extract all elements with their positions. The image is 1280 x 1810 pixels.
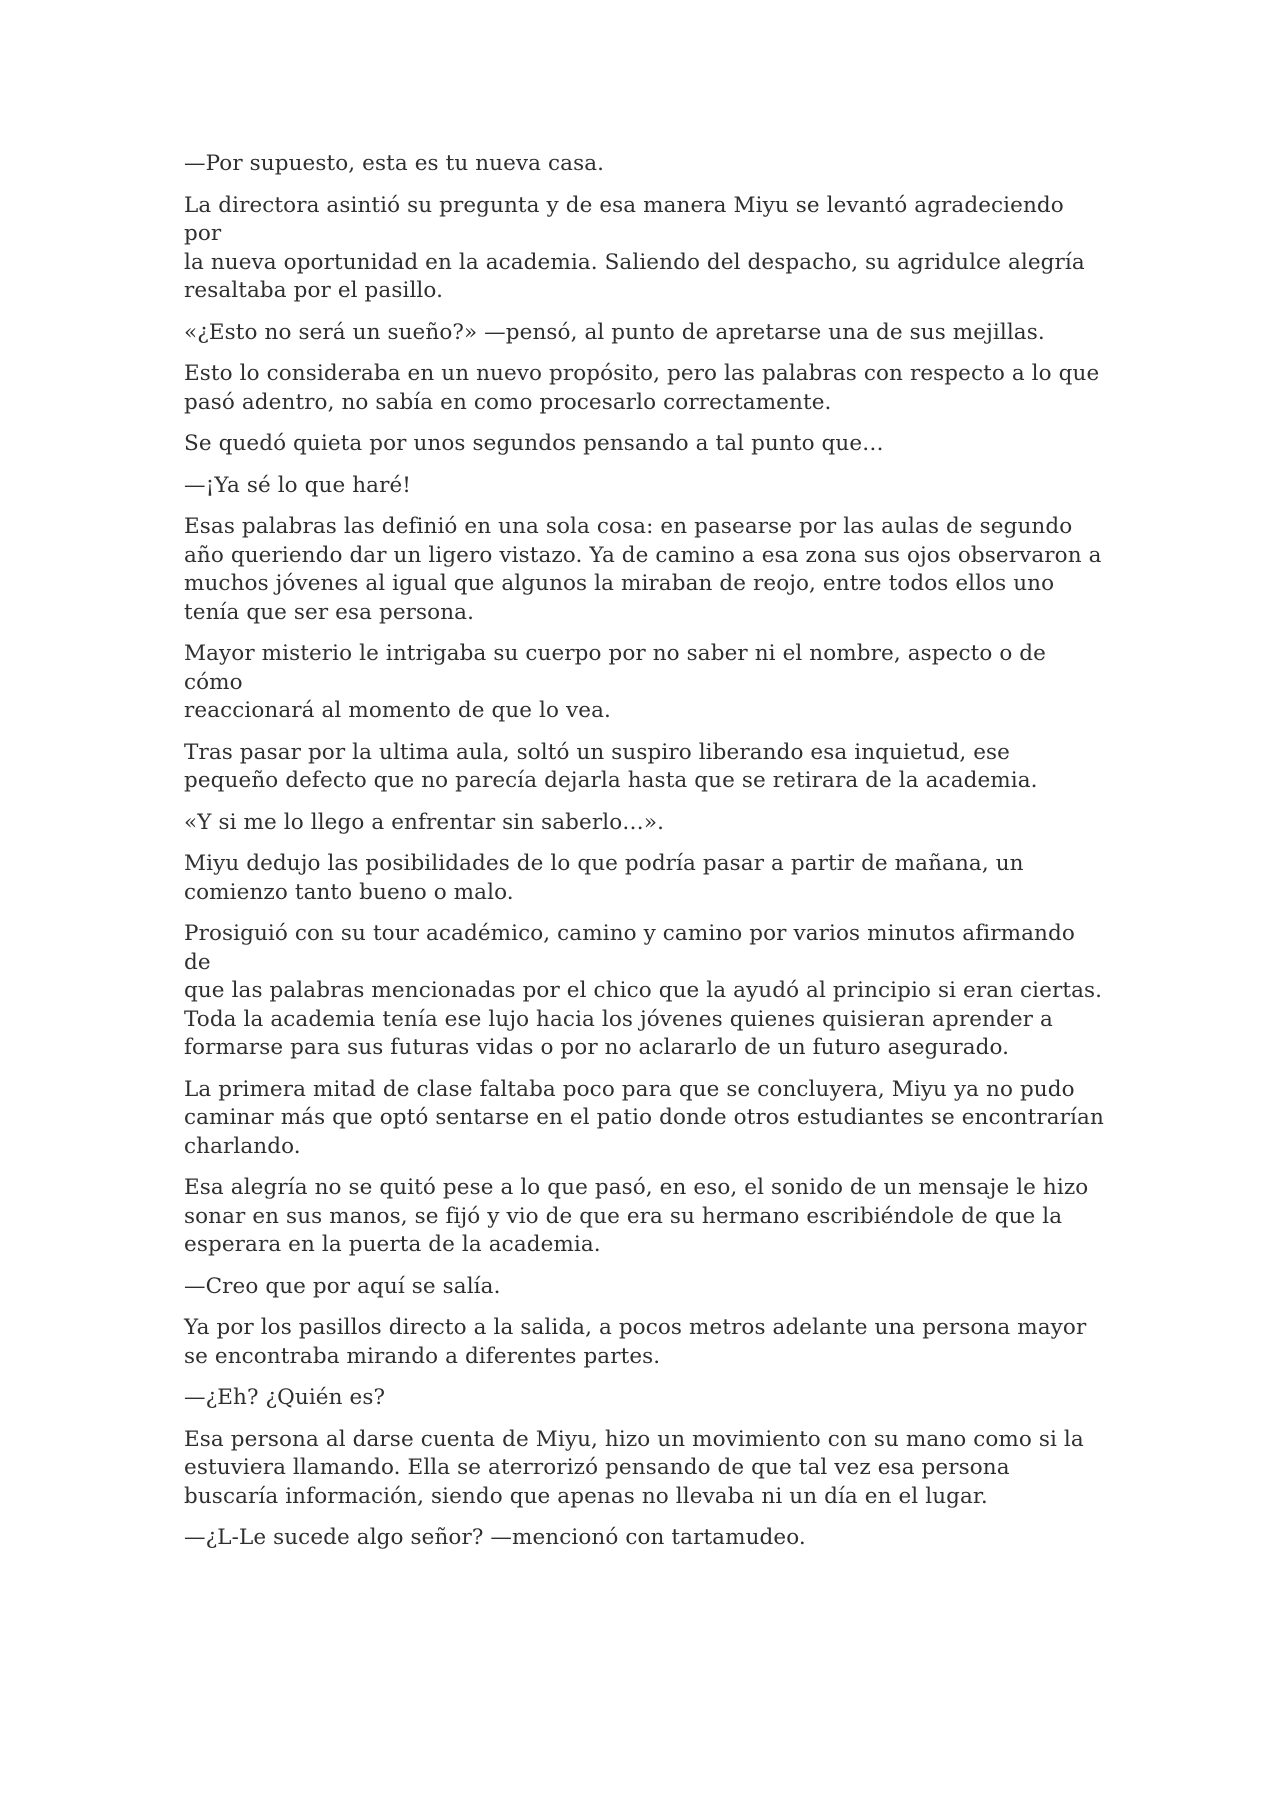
paragraph: La directora asintió su pregunta y de esa manera Miyu se levantó agradeciendo por la nueva oportunidad en la academia. Saliendo del despacho, su agridulce alegría resaltaba por el pasillo. — [184, 192, 1085, 303]
paragraph: Miyu dedujo las posibilidades de lo que podría pasar a partir de mañana, un comienzo tanto bueno o malo. — [184, 851, 1024, 905]
paragraph: «¿Esto no será un sueño?» —pensó, al punto de apretarse una de sus mejillas. — [184, 319, 1045, 345]
paragraph: Ya por los pasillos directo a la salida, a pocos metros adelante una persona mayor se encontraba mirando a diferentes partes. — [184, 1315, 1087, 1369]
paragraph: Tras pasar por la ultima aula, soltó un suspiro liberando esa inquietud, ese pequeño defecto que no parecía dejarla hasta que se retirara de la academia. — [184, 739, 1038, 793]
paragraph: Esas palabras las definió en una sola cosa: en pasearse por las aulas de segundo año queriendo dar un ligero vistazo. Ya de camino a esa zona sus ojos observaron a muchos jóvenes al igual que algunos la miraban de reojo, entre todos ellos uno tenía que ser esa persona. — [184, 514, 1102, 625]
paragraph: Se quedó quieta por unos segundos pensando a tal punto que… — [184, 431, 884, 456]
paragraph: Prosiguió con su tour académico, camino y camino por varios minutos afirmando de que las palabras mencionadas por el chico que la ayudó al principio si eran ciertas. Toda la academia tenía ese lujo hacia los jóvenes quienes quisieran aprender a formarse para sus futuras vidas o por no aclararlo de un futuro asegurado. — [184, 921, 1103, 1060]
paragraph: Esto lo consideraba en un nuevo propósito, pero las palabras con respecto a lo que pasó adentro, no sabía en como procesarlo correctamente. — [184, 361, 1100, 415]
paragraph: —Creo que por aquí se salía. — [184, 1273, 501, 1299]
paragraph: —¿Eh? ¿Quién es? — [184, 1385, 386, 1410]
document-body — [184, 150, 1104, 1566]
paragraph: «Y si me lo llego a enfrentar sin saberlo…». — [184, 809, 665, 835]
paragraph: —¡Ya sé lo que haré! — [184, 472, 412, 498]
paragraph: Mayor misterio le intrigaba su cuerpo por no saber ni el nombre, aspecto o de cómo reaccionará al momento de que lo vea. — [184, 641, 1046, 723]
paragraph: Esa alegría no se quitó pese a lo que pasó, en eso, el sonido de un mensaje le hizo sonar en sus manos, se fijó y vio de que era su hermano escribiéndole de que la esperara en la puerta de la academia. — [184, 1175, 1089, 1257]
paragraph: La primera mitad de clase faltaba poco para que se concluyera, Miyu ya no pudo caminar más que optó sentarse en el patio donde otros estudiantes se encontrarían charlando. — [184, 1076, 1104, 1159]
paragraph: —¿L-Le sucede algo señor? —mencionó con tartamudeo. — [184, 1525, 806, 1550]
paragraph: Esa persona al darse cuenta de Miyu, hizo un movimiento con su mano como si la estuviera llamando. Ella se aterrorizó pensando de que tal vez esa persona buscaría información, siendo que apenas no llevaba ni un día en el lugar. — [184, 1426, 1084, 1509]
paragraph: —Por supuesto, esta es tu nueva casa. — [184, 151, 605, 176]
